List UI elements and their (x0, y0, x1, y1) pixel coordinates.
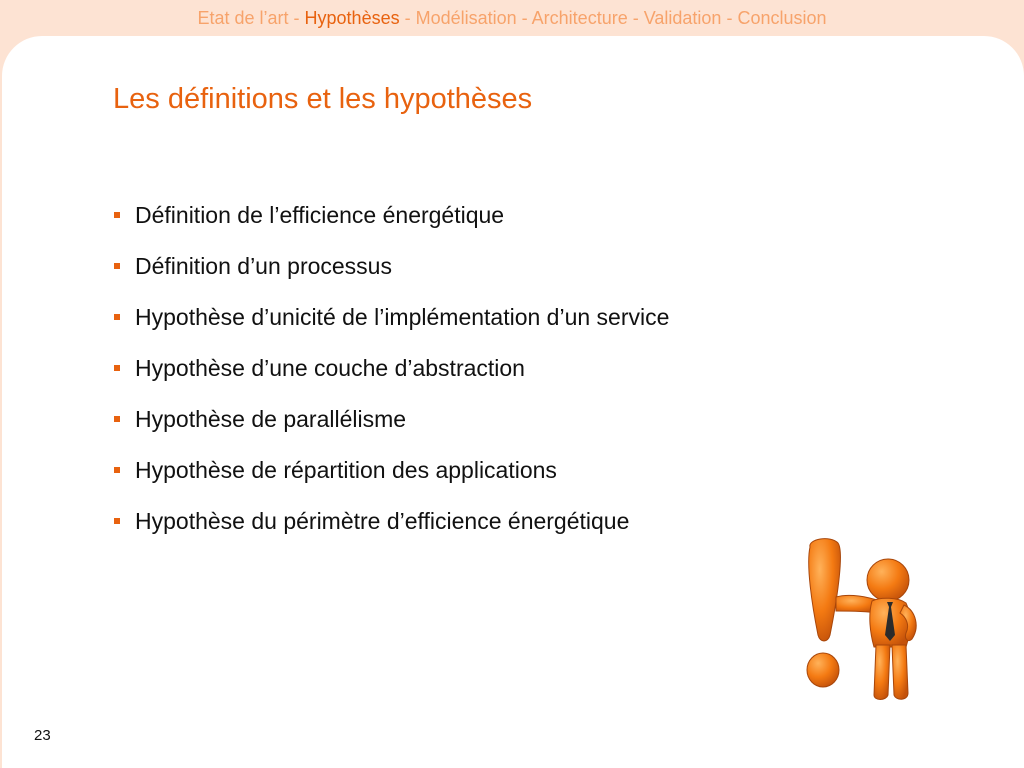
bullet-marker-icon (114, 263, 120, 269)
bullet-marker-icon (114, 467, 120, 473)
list-item (113, 298, 669, 349)
crumb-validation[interactable]: Validation (643, 8, 722, 28)
crumb-separator: - (288, 8, 305, 28)
list-item (113, 196, 669, 247)
header-bar (0, 0, 1024, 38)
bullet-marker-icon (114, 365, 120, 371)
crumb-modelisation[interactable]: Modélisation (415, 8, 517, 28)
breadcrumb (0, 8, 1024, 29)
list-item (113, 451, 669, 502)
crumb-hypotheses[interactable]: Hypothèses (304, 8, 400, 28)
bullet-text: Hypothèse de répartition des applications (135, 457, 557, 483)
bullet-marker-icon (114, 212, 120, 218)
exclamation-person-illustration (800, 535, 925, 705)
bullet-text: Hypothèse de parallélisme (135, 406, 407, 432)
list-item (113, 247, 669, 298)
bullet-text: Hypothèse d’unicité de l’implémentation d’un service (135, 304, 670, 330)
page-title: Les définitions et les hypothèses (113, 83, 533, 115)
crumb-conclusion[interactable]: Conclusion (737, 8, 827, 28)
list-item (113, 349, 669, 400)
bullet-text: Hypothèse du périmètre d’efficience énergétique (135, 508, 630, 534)
exclamation-person-icon (800, 535, 925, 705)
crumb-separator: - (627, 8, 644, 28)
bullet-marker-icon (114, 314, 120, 320)
bullet-marker-icon (114, 518, 120, 524)
crumb-separator: - (721, 8, 738, 28)
bullet-text: Définition de l’efficience énergétique (135, 202, 505, 228)
list-item (113, 502, 669, 553)
bullet-marker-icon (114, 416, 120, 422)
bullet-list (113, 196, 669, 553)
crumb-etat-de-lart[interactable]: Etat de l’art (197, 8, 289, 28)
list-item (113, 400, 669, 451)
crumb-separator: - (516, 8, 532, 28)
crumb-separator: - (399, 8, 416, 28)
crumb-architecture[interactable]: Architecture (531, 8, 628, 28)
bullet-text: Définition d’un processus (135, 253, 392, 279)
page-number: 23 (34, 727, 51, 744)
bullet-text: Hypothèse d’une couche d’abstraction (135, 355, 525, 381)
